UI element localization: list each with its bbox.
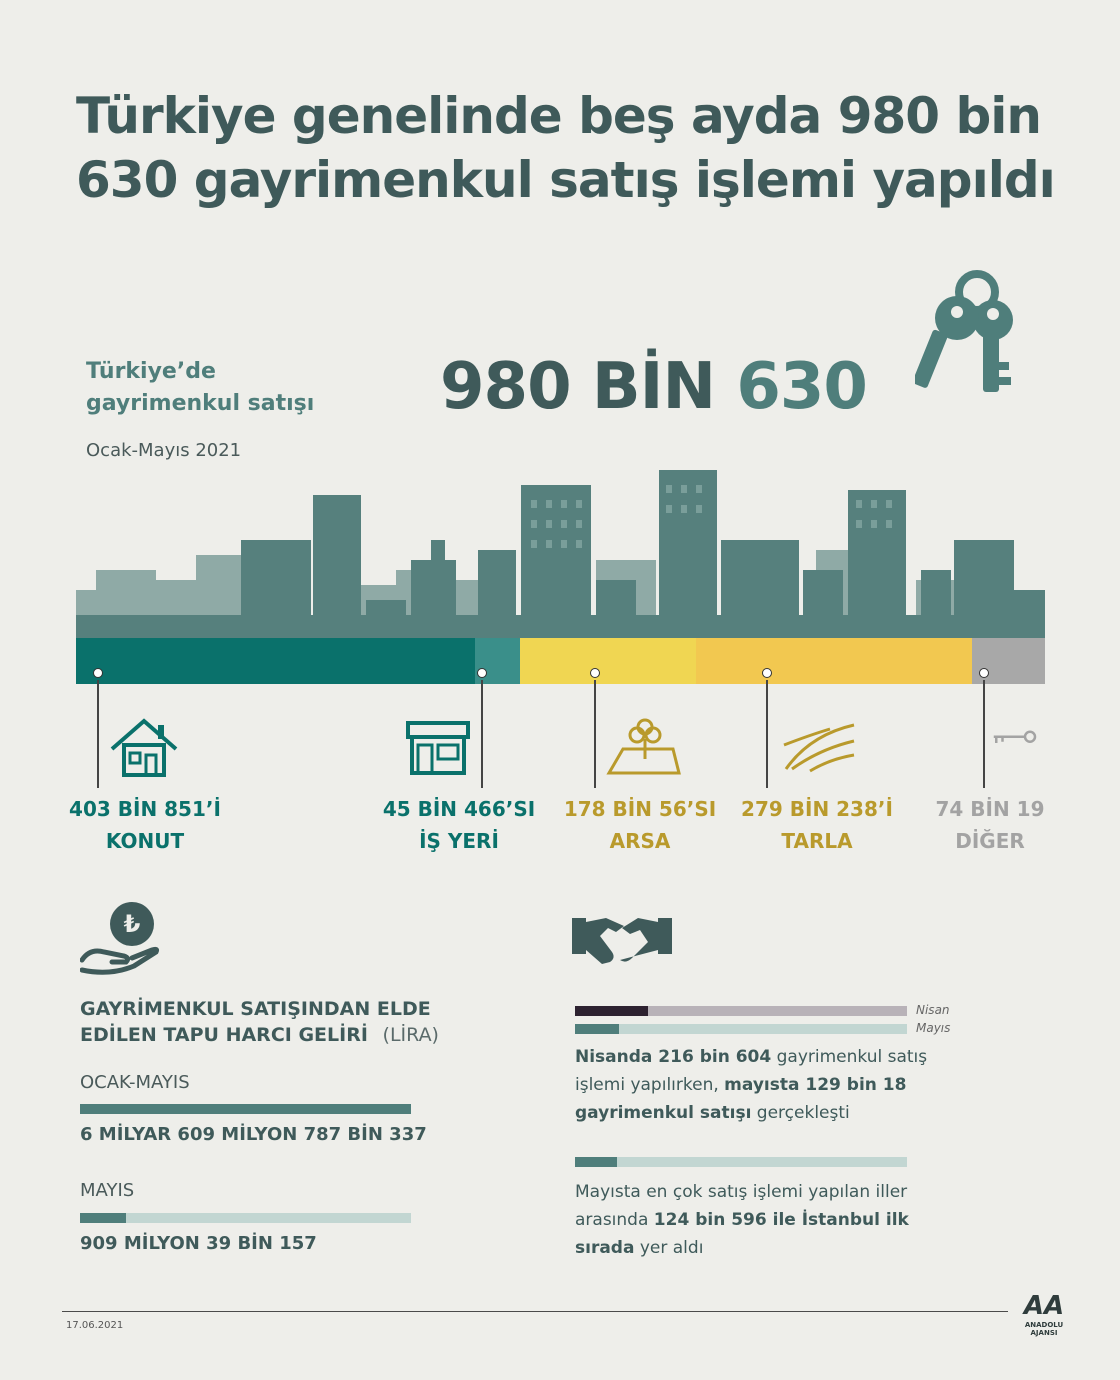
monthly-text-1: gayrimenkul satış işlemi yapılırken,: [575, 1047, 928, 1095]
revenue-period-label: MAYIS: [80, 1180, 135, 1201]
period-label: Ocak-Mayıs 2021: [86, 440, 242, 461]
istanbul-text-2: yer aldı: [634, 1238, 704, 1258]
category-name: İŞ YERİ: [419, 829, 499, 853]
segment-leader-line: [97, 680, 99, 788]
svg-text:₺: ₺: [123, 910, 141, 938]
monthly-text-bold1: Nisanda 216 bin 604: [575, 1047, 772, 1067]
keys-icon: [915, 262, 1025, 412]
total-light: 630: [736, 350, 867, 424]
kicker-line1: Türkiye’de: [86, 359, 216, 384]
category-name: KONUT: [105, 829, 185, 853]
revenue-amount-total: 6 MİLYAR 609 MİLYON 787 BİN 337: [80, 1124, 427, 1145]
monthly-text-bold2: mayısta 129 bin 18 gayrimenkul satışı: [575, 1075, 907, 1123]
share-segment-0: [76, 638, 475, 684]
revenue-bar-fill: [80, 1213, 126, 1223]
category-value: 403 BİN 851’İ: [69, 797, 221, 821]
segment-marker-dot: [979, 668, 989, 678]
istanbul-bar-fill: [575, 1157, 617, 1167]
revenue-bar-may: [80, 1213, 411, 1223]
category-name: TARLA: [781, 829, 853, 853]
category-name: DİĞER: [955, 829, 1025, 853]
segment-marker-dot: [477, 668, 487, 678]
house-icon: [108, 715, 188, 779]
kicker-line2: gayrimenkul satışı: [86, 391, 315, 416]
page-title: Türkiye genelinde beş ayda 980 bin 630 gayrimenkul satış işlemi yapıldı: [76, 87, 1055, 209]
monthly-summary-text: [575, 1043, 955, 1127]
may-bar-fill: [575, 1024, 619, 1034]
may-bar: [575, 1024, 907, 1034]
revenue-amount-may: 909 MİLYON 39 BİN 157: [80, 1233, 317, 1254]
shop-icon: [402, 715, 482, 779]
istanbul-text-1: Mayısta en çok satış işlemi yapılan iller arasında: [575, 1182, 908, 1230]
category-value: 74 BİN 19: [935, 797, 1045, 821]
land-plot-icon: [605, 715, 685, 779]
logo-agency-name: ANADOLU AJANSI: [1024, 1321, 1064, 1337]
logo-letters: AA: [1023, 1291, 1065, 1321]
april-bar: [575, 1006, 907, 1016]
category-value: 279 BİN 238’İ: [741, 797, 893, 821]
istanbul-bar: [575, 1157, 907, 1167]
istanbul-text-bold: 124 bin 596 ile İstanbul ilk sırada: [575, 1210, 909, 1258]
category-name: ARSA: [609, 829, 671, 853]
legend-april: Nisan: [916, 1003, 950, 1017]
istanbul-text: [575, 1178, 945, 1262]
key-icon: [990, 718, 1040, 758]
field-icon: [780, 715, 860, 779]
share-segment-2: [520, 638, 696, 684]
monthly-text-2: gerçekleşti: [751, 1103, 850, 1123]
total-bold: 980 BİN: [440, 350, 716, 424]
revenue-unit: (LİRA): [382, 1024, 439, 1046]
revenue-bar-fill: [80, 1104, 411, 1114]
category-share-bar: [76, 638, 1045, 684]
revenue-period-label: OCAK-MAYIS: [80, 1072, 190, 1093]
footer-date: 17.06.2021: [66, 1320, 124, 1331]
segment-marker-dot: [590, 668, 600, 678]
revenue-heading-line1: GAYRİMENKUL SATIŞINDAN ELDE: [80, 998, 431, 1020]
category-value: 178 BİN 56’SI: [563, 797, 717, 821]
share-segment-3: [696, 638, 972, 684]
city-skyline-illustration: [76, 460, 1045, 640]
footer-divider: [62, 1311, 1008, 1312]
anadolu-agency-logo: [1012, 1293, 1076, 1337]
total-sales-number: [440, 350, 867, 424]
revenue-heading: [80, 996, 439, 1048]
segment-leader-line: [983, 680, 985, 788]
kicker: [86, 356, 314, 420]
lira-hand-icon: [80, 900, 160, 976]
revenue-bar-total: [80, 1104, 411, 1114]
april-bar-fill: [575, 1006, 648, 1016]
segment-marker-dot: [762, 668, 772, 678]
segment-leader-line: [766, 680, 768, 788]
legend-may: Mayıs: [916, 1021, 951, 1035]
segment-marker-dot: [93, 668, 103, 678]
category-value: 45 BİN 466’SI: [382, 797, 536, 821]
revenue-heading-line2: EDİLEN TAPU HARCI GELİRİ: [80, 1024, 368, 1046]
segment-leader-line: [594, 680, 596, 788]
handshake-icon: [572, 912, 672, 972]
